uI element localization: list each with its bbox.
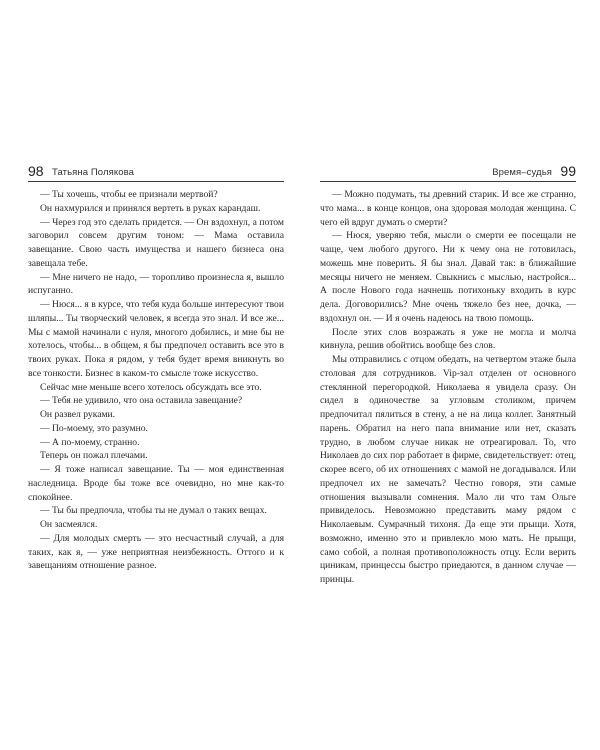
right-paragraph: После этих слов возражать я уже не могла и молча кивнула, решив обойтись вообще без слов. — [320, 326, 576, 352]
left-paragraph: Он развел руками. — [40, 409, 116, 420]
left-paragraph: — Я тоже написал завещание. Ты — моя единственная наследница. Вроде бы тоже все очевидно, но мне как-то спокойнее. — [28, 464, 284, 503]
left-paragraph: — Нюся... я в курсе, что тебя куда больше интересуют твои шляпы... Ты творческий человек, я всегда это знал. И все же... Мы с мамой начинали с нуля, многого добились, и мне бы не хотелось, чтобы... в общем, я бы предпочел оставить все это в твоих руках. Пока я рядом, у тебя будет время вникнуть во все тонкости. Бизнес в каком-то смысле тоже искусство. — [28, 299, 284, 379]
left-text-block — [28, 188, 284, 573]
left-paragraph: — Мне ничего не надо, — торопливо произнесла я, вышло испуганно. — [28, 271, 284, 297]
left-paragraph: Он засмеялся. — [40, 519, 98, 530]
left-paragraph: Теперь он пожал плечами. — [40, 450, 148, 462]
left-page-number: 98 — [28, 163, 44, 179]
left-running-head-author: Татьяна Полякова — [52, 167, 135, 178]
right-text-block — [320, 188, 576, 587]
right-running-head — [320, 163, 576, 182]
right-page-number: 99 — [560, 163, 576, 179]
right-paragraph: — Нюся, уверяю тебя, мысли о смерти ее посещали не чаще, чем любого другого. Ни к чему она не готовилась, можешь мне поверить. Я бы знал. Давай так: в ближайшие месяцы ничего не меняем. Свыкнись с мыслью, настройся... А после Нового года начнешь потихоньку входить в курс дела. Договорились? Мне очень тяжело без нее, дочка, — вздохнул он. — И я очень надеюсь на твою помощь. — [320, 230, 576, 324]
left-paragraph: — Тебя не удивило, что она оставила завещание? — [40, 395, 243, 407]
right-paragraph: — Можно подумать, ты древний старик. И все же странно, что мама... в конце концов, она здоровая молодая женщина. С чего ей вдруг думать о смерти? — [320, 189, 576, 228]
right-paragraph: Мы отправились с отцом обедать, на четвертом этаже была столовая для сотрудников. Vip-зал отделен от основного стеклянной перегородкой. Николаева я увидела сразу. Он сидел в одиночестве за угловым столиком, причем предпочитал пялиться в стену, а не на лица коллег. Занятный парень. Обратил на него папа внимание или нет, сказать трудно, в любом случае никак не отреагировал. То, что Николаев до сих пор работает в фирме, свидетельствует: отец, скорее всего, об их отношениях с мамой не догадывался. Или предпочел их не замечать? Честно говоря, эти самые отношения вызывали сомнения. Мало ли что там Ольге привиделось. Невозможно представить маму рядом с Николаевым. Сумрачный тихоня. Да еще эти прыщи. Хотя, возможно, именно это и привлекло мою мать. Не прыщи, само собой, а полная противоположность отцу. Если верить циникам, принцессы быстро приедаются, в данном случае — принцы. — [320, 354, 576, 585]
left-paragraph: — Ты хочешь, чтобы ее признали мертвой? — [40, 189, 218, 200]
left-paragraph: — Через год это сделать придется. — Он вздохнул, а потом заговорил совсем другим тоном: — Мама оставила завещание. Свою часть имущества и нашего бизнеса она завещала тебе. — [28, 216, 284, 269]
left-paragraph: — По-моему, это разумно. — [40, 422, 148, 434]
left-running-head — [28, 163, 284, 182]
left-paragraph: Он нахмурился и принялся вертеть в руках карандаш. — [40, 202, 261, 214]
left-paragraph: — Ты бы предпочла, чтобы ты не думал о таких вещах. — [40, 505, 267, 517]
left-paragraph: — А по-моему, странно. — [40, 436, 140, 448]
right-running-head-title: Время–судья — [492, 167, 552, 178]
left-paragraph: — Для молодых смерть — это несчастный случай, а для таких, как я, — уже неприятная неизбежность. Оттого и к завещаниям отношение разное. — [28, 532, 284, 572]
left-paragraph: Сейчас мне меньше всего хотелось обсуждать все это. — [40, 381, 262, 393]
